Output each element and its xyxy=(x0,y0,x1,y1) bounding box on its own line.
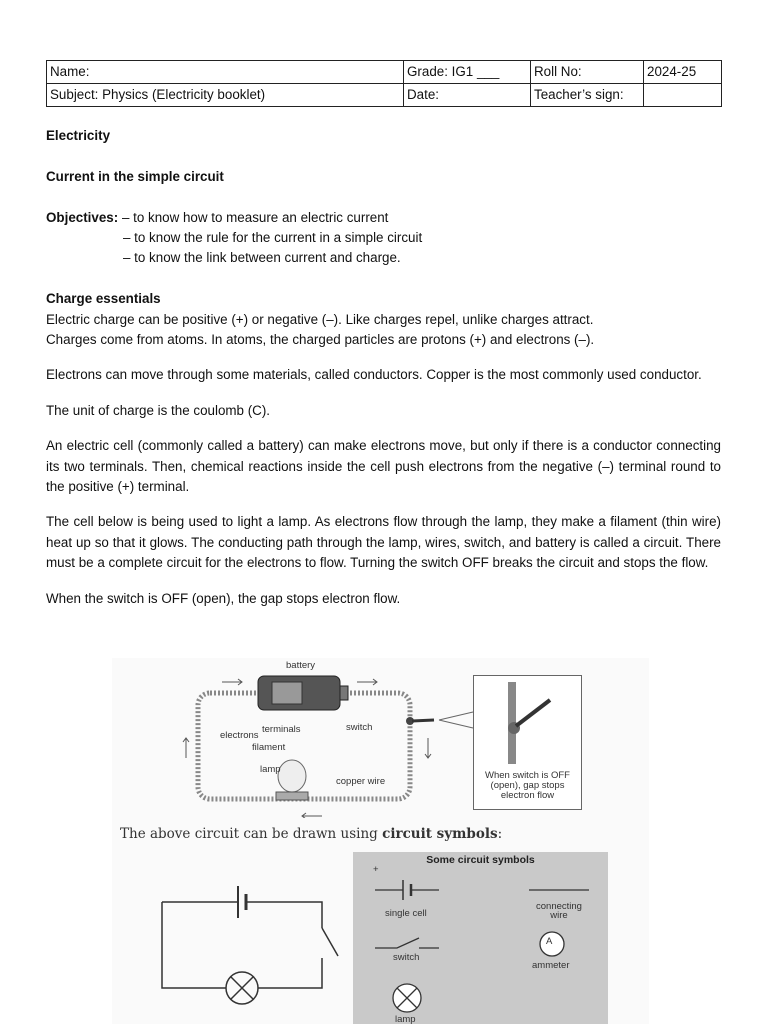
callout-lines xyxy=(439,712,473,728)
objective-item: – to know the rule for the current in a simple circuit xyxy=(123,230,423,245)
date-field[interactable]: Date: xyxy=(404,84,531,107)
label-connecting-wire: connecting wire xyxy=(536,901,582,921)
battery-label-plate xyxy=(272,682,302,704)
circuit-symbols-panel xyxy=(353,852,608,1024)
subject-cell: Subject: Physics (Electricity booklet) xyxy=(47,84,404,107)
inset-caption: When switch is OFF (open), gap stops electron flow xyxy=(485,770,570,801)
objective-item: – to know how to measure an electric current xyxy=(121,209,389,225)
switch-lever xyxy=(412,720,434,721)
symbols-title: Some circuit symbols xyxy=(426,854,535,866)
label-single-cell: single cell xyxy=(385,908,427,919)
battery-terminal xyxy=(340,686,348,700)
label-terminals: terminals xyxy=(262,724,301,735)
paragraph-cell: An electric cell (commonly called a battery) can make electrons move, but only if there is a conductor connecting its two terminals. Then, chemical reactions inside the cell push electrons from the negative (–) terminal round to the positive (+) terminal. xyxy=(46,438,721,495)
arrow-icon xyxy=(425,738,431,758)
section-title: Electricity xyxy=(46,128,111,143)
switch-off-inset xyxy=(473,675,582,810)
label-copper-wire: copper wire xyxy=(336,776,386,787)
label-filament: filament xyxy=(252,742,286,753)
grade-field[interactable]: Grade: IG1 ___ xyxy=(404,61,531,84)
arrow-icon xyxy=(357,679,377,685)
objectives-label: Objectives: xyxy=(46,209,119,225)
label-lamp: lamp xyxy=(260,764,281,775)
roll-number-field[interactable]: Roll No: xyxy=(531,61,644,84)
circuit-schematic xyxy=(112,852,342,1024)
charge-line: Charges come from atoms. In atoms, the charged particles are protons (+) and electrons (–). xyxy=(46,332,595,348)
academic-year: 2024-25 xyxy=(644,61,722,84)
header-table xyxy=(46,60,722,107)
label-switch: switch xyxy=(346,722,373,733)
schematic-wire xyxy=(162,902,322,928)
paragraph-switch: When the switch is OFF (open), the gap stops electron flow. xyxy=(46,590,401,606)
arrow-icon xyxy=(183,738,189,758)
ammeter-letter: A xyxy=(546,936,553,947)
open-switch-drawing xyxy=(474,676,581,771)
objective-item: – to know the link between current and charge. xyxy=(123,250,401,266)
empty-cell xyxy=(644,84,722,107)
label-lamp-symbol: lamp xyxy=(395,1014,416,1025)
paragraph-conductors: Electrons can move through some materials, called conductors. Copper is the most commonly used conductor. xyxy=(46,367,702,383)
label-battery: battery xyxy=(286,660,316,671)
switch-lever-open xyxy=(516,700,550,726)
section-subtitle: Current in the simple circuit xyxy=(46,168,224,184)
figure-caption: The above circuit can be drawn using circuit symbols: xyxy=(120,826,503,842)
lamp-base xyxy=(276,792,308,800)
document-page xyxy=(46,60,721,609)
paragraph-circuit: The cell below is being used to light a lamp. As electrons flow through the lamp, they make a filament (thin wire) heat up so that it glows. The conducting path through the lamp, wires, switch, and battery is called a circuit. There must be a complete circuit for the electrons to flow. Turning the switch OFF breaks the circuit and stops the flow. xyxy=(46,514,721,571)
label-electrons: electrons xyxy=(220,730,259,741)
paragraph-unit: The unit of charge is the coulomb (C). xyxy=(46,402,271,418)
schematic-lamp-cross xyxy=(231,977,253,999)
label-switch-symbol: switch xyxy=(393,952,420,963)
arrow-icon xyxy=(222,679,242,685)
plus-sign: + xyxy=(373,864,379,875)
name-field[interactable]: Name: xyxy=(47,61,404,84)
charge-heading: Charge essentials xyxy=(46,291,161,307)
label-ammeter: ammeter xyxy=(532,960,570,971)
schematic-switch xyxy=(322,928,338,956)
objectives-row xyxy=(46,208,721,228)
arrow-icon xyxy=(302,813,322,818)
lamp-bulb xyxy=(278,760,306,792)
charge-line: Electric charge can be positive (+) or negative (–). Like charges repel, unlike charges attract. xyxy=(46,311,594,327)
switch-symbol xyxy=(375,938,439,948)
schematic-wire xyxy=(162,902,322,988)
teacher-sign-field[interactable]: Teacher’s sign: xyxy=(531,84,644,107)
circuit-figure xyxy=(112,658,649,1024)
